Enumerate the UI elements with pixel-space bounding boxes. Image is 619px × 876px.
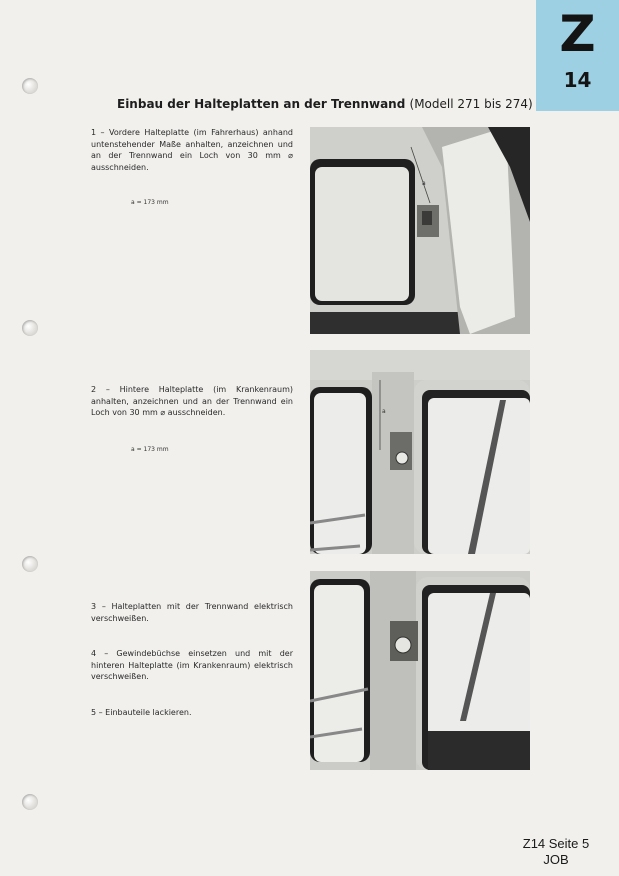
footer-job: JOB [543,852,569,867]
photo-front-plate [310,127,530,334]
section-letter: Z [559,5,596,63]
section-tab [536,0,619,111]
binder-hole [22,556,38,572]
title-main: Einbau der Halteplatten an der Trennwand [117,97,406,111]
section-number: 14 [563,68,592,92]
page-footer [506,836,606,868]
step-2: 2 – Hintere Halteplatte (im Krankenraum) anhalten, anzeichnen und an der Trennwand ein Loch von 30 mm ⌀ ausschneiden. [91,385,293,417]
dimension-label-a: a [382,408,386,415]
measure-2: a = 173 mm [131,446,169,453]
step-1: 1 – Vordere Halteplatte (im Fahrerhaus) anhand untenstehender Maße anhalten, anzeichnen und an der Trennwand ein Loch von 30 mm ⌀ ausschneiden. [91,128,293,172]
step-3: 3 – Halteplatten mit der Trennwand elektrisch verschweißen. [91,602,293,623]
binder-hole [22,794,38,810]
photo-welded-plates [310,571,530,770]
dimension-label-a: a [422,180,426,187]
binder-hole [22,78,38,94]
page-title [117,97,533,111]
photo-rear-plate [310,350,530,554]
step-4: 4 – Gewindebüchse einsetzen und mit der hinteren Halteplatte (im Krankenraum) elektrisch verschweißen. [91,649,293,681]
step-5: 5 – Einbauteile lackieren. [91,708,192,717]
measure-1: a = 173 mm [131,199,169,206]
footer-page-ref: Z14 Seite 5 [522,836,590,851]
title-model: (Modell 271 bis 274) [409,97,533,111]
binder-hole [22,320,38,336]
